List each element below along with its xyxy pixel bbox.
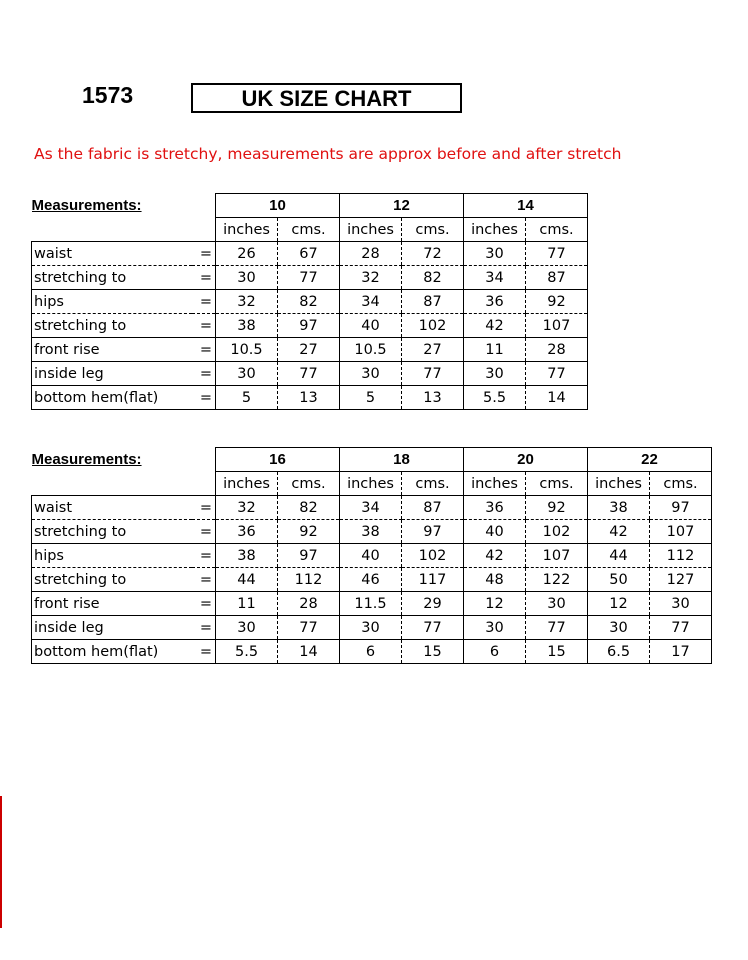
value-cms: 15 <box>402 640 464 664</box>
size-header: 16 <box>216 448 340 472</box>
value-cms: 87 <box>402 496 464 520</box>
value-cms: 77 <box>526 362 588 386</box>
value-inches: 5.5 <box>464 386 526 410</box>
value-inches: 11 <box>216 592 278 616</box>
value-cms: 127 <box>650 568 712 592</box>
table-row <box>32 568 712 592</box>
table-row <box>32 544 712 568</box>
value-cms: 102 <box>402 314 464 338</box>
value-cms: 28 <box>278 592 340 616</box>
measurement-label: waist <box>32 496 192 520</box>
value-cms: 13 <box>402 386 464 410</box>
value-cms: 92 <box>278 520 340 544</box>
unit-cms-header: cms. <box>402 472 464 496</box>
equals-sign: = <box>192 242 216 266</box>
equals-sign: = <box>192 616 216 640</box>
table-row <box>32 338 588 362</box>
value-inches: 10.5 <box>340 338 402 362</box>
value-inches: 12 <box>588 592 650 616</box>
measurement-label: hips <box>32 544 192 568</box>
value-cms: 107 <box>650 520 712 544</box>
value-inches: 26 <box>216 242 278 266</box>
value-inches: 30 <box>464 616 526 640</box>
measurement-label: hips <box>32 290 192 314</box>
measurement-label: front rise <box>32 592 192 616</box>
value-cms: 112 <box>278 568 340 592</box>
value-inches: 6 <box>340 640 402 664</box>
value-inches: 42 <box>588 520 650 544</box>
value-cms: 117 <box>402 568 464 592</box>
value-cms: 112 <box>650 544 712 568</box>
value-inches: 12 <box>464 592 526 616</box>
value-inches: 30 <box>216 362 278 386</box>
equals-sign: = <box>192 362 216 386</box>
equals-sign: = <box>192 592 216 616</box>
value-cms: 102 <box>402 544 464 568</box>
left-edge-marker <box>0 796 2 928</box>
value-cms: 14 <box>278 640 340 664</box>
value-inches: 30 <box>216 616 278 640</box>
unit-cms-header: cms. <box>402 218 464 242</box>
value-inches: 28 <box>340 242 402 266</box>
table-row <box>32 242 588 266</box>
value-cms: 77 <box>278 362 340 386</box>
table-row <box>32 290 588 314</box>
unit-inches-header: inches <box>588 472 650 496</box>
value-cms: 29 <box>402 592 464 616</box>
table-row <box>32 362 588 386</box>
value-cms: 82 <box>278 290 340 314</box>
value-cms: 77 <box>278 616 340 640</box>
value-inches: 32 <box>216 496 278 520</box>
value-inches: 42 <box>464 314 526 338</box>
equals-sign: = <box>192 544 216 568</box>
size-header-row <box>32 448 712 472</box>
value-cms: 97 <box>650 496 712 520</box>
value-inches: 38 <box>588 496 650 520</box>
value-inches: 44 <box>216 568 278 592</box>
value-inches: 40 <box>340 314 402 338</box>
equals-sign: = <box>192 338 216 362</box>
measurement-label: stretching to <box>32 568 192 592</box>
value-cms: 102 <box>526 520 588 544</box>
unit-inches-header: inches <box>464 218 526 242</box>
value-cms: 77 <box>650 616 712 640</box>
value-cms: 72 <box>402 242 464 266</box>
measurement-label: stretching to <box>32 314 192 338</box>
value-cms: 97 <box>402 520 464 544</box>
value-cms: 122 <box>526 568 588 592</box>
size-header: 12 <box>340 194 464 218</box>
value-inches: 36 <box>216 520 278 544</box>
unit-inches-header: inches <box>464 472 526 496</box>
value-inches: 50 <box>588 568 650 592</box>
size-header: 22 <box>588 448 712 472</box>
table-row <box>32 386 588 410</box>
equals-sign: = <box>192 640 216 664</box>
measurement-label: front rise <box>32 338 192 362</box>
value-inches: 30 <box>588 616 650 640</box>
value-cms: 77 <box>526 616 588 640</box>
value-inches: 38 <box>216 314 278 338</box>
value-inches: 11.5 <box>340 592 402 616</box>
value-inches: 30 <box>340 616 402 640</box>
value-inches: 30 <box>464 362 526 386</box>
value-cms: 30 <box>650 592 712 616</box>
size-header: 14 <box>464 194 588 218</box>
value-cms: 77 <box>402 616 464 640</box>
value-inches: 40 <box>340 544 402 568</box>
table-row <box>32 640 712 664</box>
unit-inches-header: inches <box>216 218 278 242</box>
value-cms: 17 <box>650 640 712 664</box>
value-inches: 6.5 <box>588 640 650 664</box>
value-inches: 36 <box>464 496 526 520</box>
value-inches: 44 <box>588 544 650 568</box>
value-cms: 97 <box>278 314 340 338</box>
value-cms: 92 <box>526 290 588 314</box>
unit-inches-header: inches <box>216 472 278 496</box>
chart-title: UK SIZE CHART <box>191 83 462 113</box>
size-table-16-22 <box>31 447 712 664</box>
table-row <box>32 266 588 290</box>
size-header-row <box>32 194 588 218</box>
table-row <box>32 314 588 338</box>
value-inches: 40 <box>464 520 526 544</box>
value-inches: 5 <box>340 386 402 410</box>
unit-header-row <box>32 472 712 496</box>
value-inches: 38 <box>216 544 278 568</box>
value-cms: 107 <box>526 544 588 568</box>
measurement-label: inside leg <box>32 362 192 386</box>
measurements-heading: Measurements: <box>31 451 142 468</box>
table-row <box>32 520 712 544</box>
value-cms: 27 <box>278 338 340 362</box>
value-inches: 30 <box>464 242 526 266</box>
unit-header-row <box>32 218 588 242</box>
value-inches: 36 <box>464 290 526 314</box>
measurement-label: bottom hem(flat) <box>32 386 192 410</box>
unit-spacer <box>32 472 216 496</box>
unit-inches-header: inches <box>340 218 402 242</box>
value-inches: 10.5 <box>216 338 278 362</box>
size-table-10-14 <box>31 193 588 410</box>
unit-spacer <box>32 218 216 242</box>
unit-cms-header: cms. <box>650 472 712 496</box>
equals-sign: = <box>192 568 216 592</box>
value-inches: 46 <box>340 568 402 592</box>
value-inches: 34 <box>464 266 526 290</box>
value-cms: 77 <box>526 242 588 266</box>
value-cms: 77 <box>402 362 464 386</box>
value-inches: 34 <box>340 290 402 314</box>
value-cms: 82 <box>402 266 464 290</box>
value-cms: 92 <box>526 496 588 520</box>
value-inches: 6 <box>464 640 526 664</box>
measurement-label: stretching to <box>32 266 192 290</box>
value-cms: 28 <box>526 338 588 362</box>
value-inches: 11 <box>464 338 526 362</box>
value-inches: 32 <box>340 266 402 290</box>
value-inches: 5 <box>216 386 278 410</box>
value-inches: 5.5 <box>216 640 278 664</box>
value-inches: 30 <box>216 266 278 290</box>
value-cms: 15 <box>526 640 588 664</box>
equals-sign: = <box>192 266 216 290</box>
size-header: 20 <box>464 448 588 472</box>
table-row <box>32 592 712 616</box>
measurement-label: bottom hem(flat) <box>32 640 192 664</box>
size-header: 10 <box>216 194 340 218</box>
unit-cms-header: cms. <box>278 472 340 496</box>
measurements-heading: Measurements: <box>31 197 142 214</box>
equals-sign: = <box>192 386 216 410</box>
equals-sign: = <box>192 496 216 520</box>
measurement-label: inside leg <box>32 616 192 640</box>
style-code: 1573 <box>82 82 134 108</box>
value-cms: 27 <box>402 338 464 362</box>
value-cms: 97 <box>278 544 340 568</box>
unit-cms-header: cms. <box>278 218 340 242</box>
value-cms: 82 <box>278 496 340 520</box>
measurement-label: stretching to <box>32 520 192 544</box>
value-cms: 13 <box>278 386 340 410</box>
value-inches: 42 <box>464 544 526 568</box>
equals-sign: = <box>192 520 216 544</box>
table-row <box>32 616 712 640</box>
value-cms: 30 <box>526 592 588 616</box>
value-inches: 34 <box>340 496 402 520</box>
stretch-note: As the fabric is stretchy, measurements are approx before and after stretch <box>34 145 622 163</box>
value-cms: 14 <box>526 386 588 410</box>
value-cms: 107 <box>526 314 588 338</box>
value-inches: 48 <box>464 568 526 592</box>
value-inches: 32 <box>216 290 278 314</box>
value-inches: 38 <box>340 520 402 544</box>
unit-inches-header: inches <box>340 472 402 496</box>
unit-cms-header: cms. <box>526 218 588 242</box>
size-header: 18 <box>340 448 464 472</box>
value-cms: 87 <box>402 290 464 314</box>
unit-cms-header: cms. <box>526 472 588 496</box>
value-cms: 77 <box>278 266 340 290</box>
equals-sign: = <box>192 314 216 338</box>
value-cms: 67 <box>278 242 340 266</box>
equals-sign: = <box>192 290 216 314</box>
value-cms: 87 <box>526 266 588 290</box>
measurement-label: waist <box>32 242 192 266</box>
table-row <box>32 496 712 520</box>
value-inches: 30 <box>340 362 402 386</box>
